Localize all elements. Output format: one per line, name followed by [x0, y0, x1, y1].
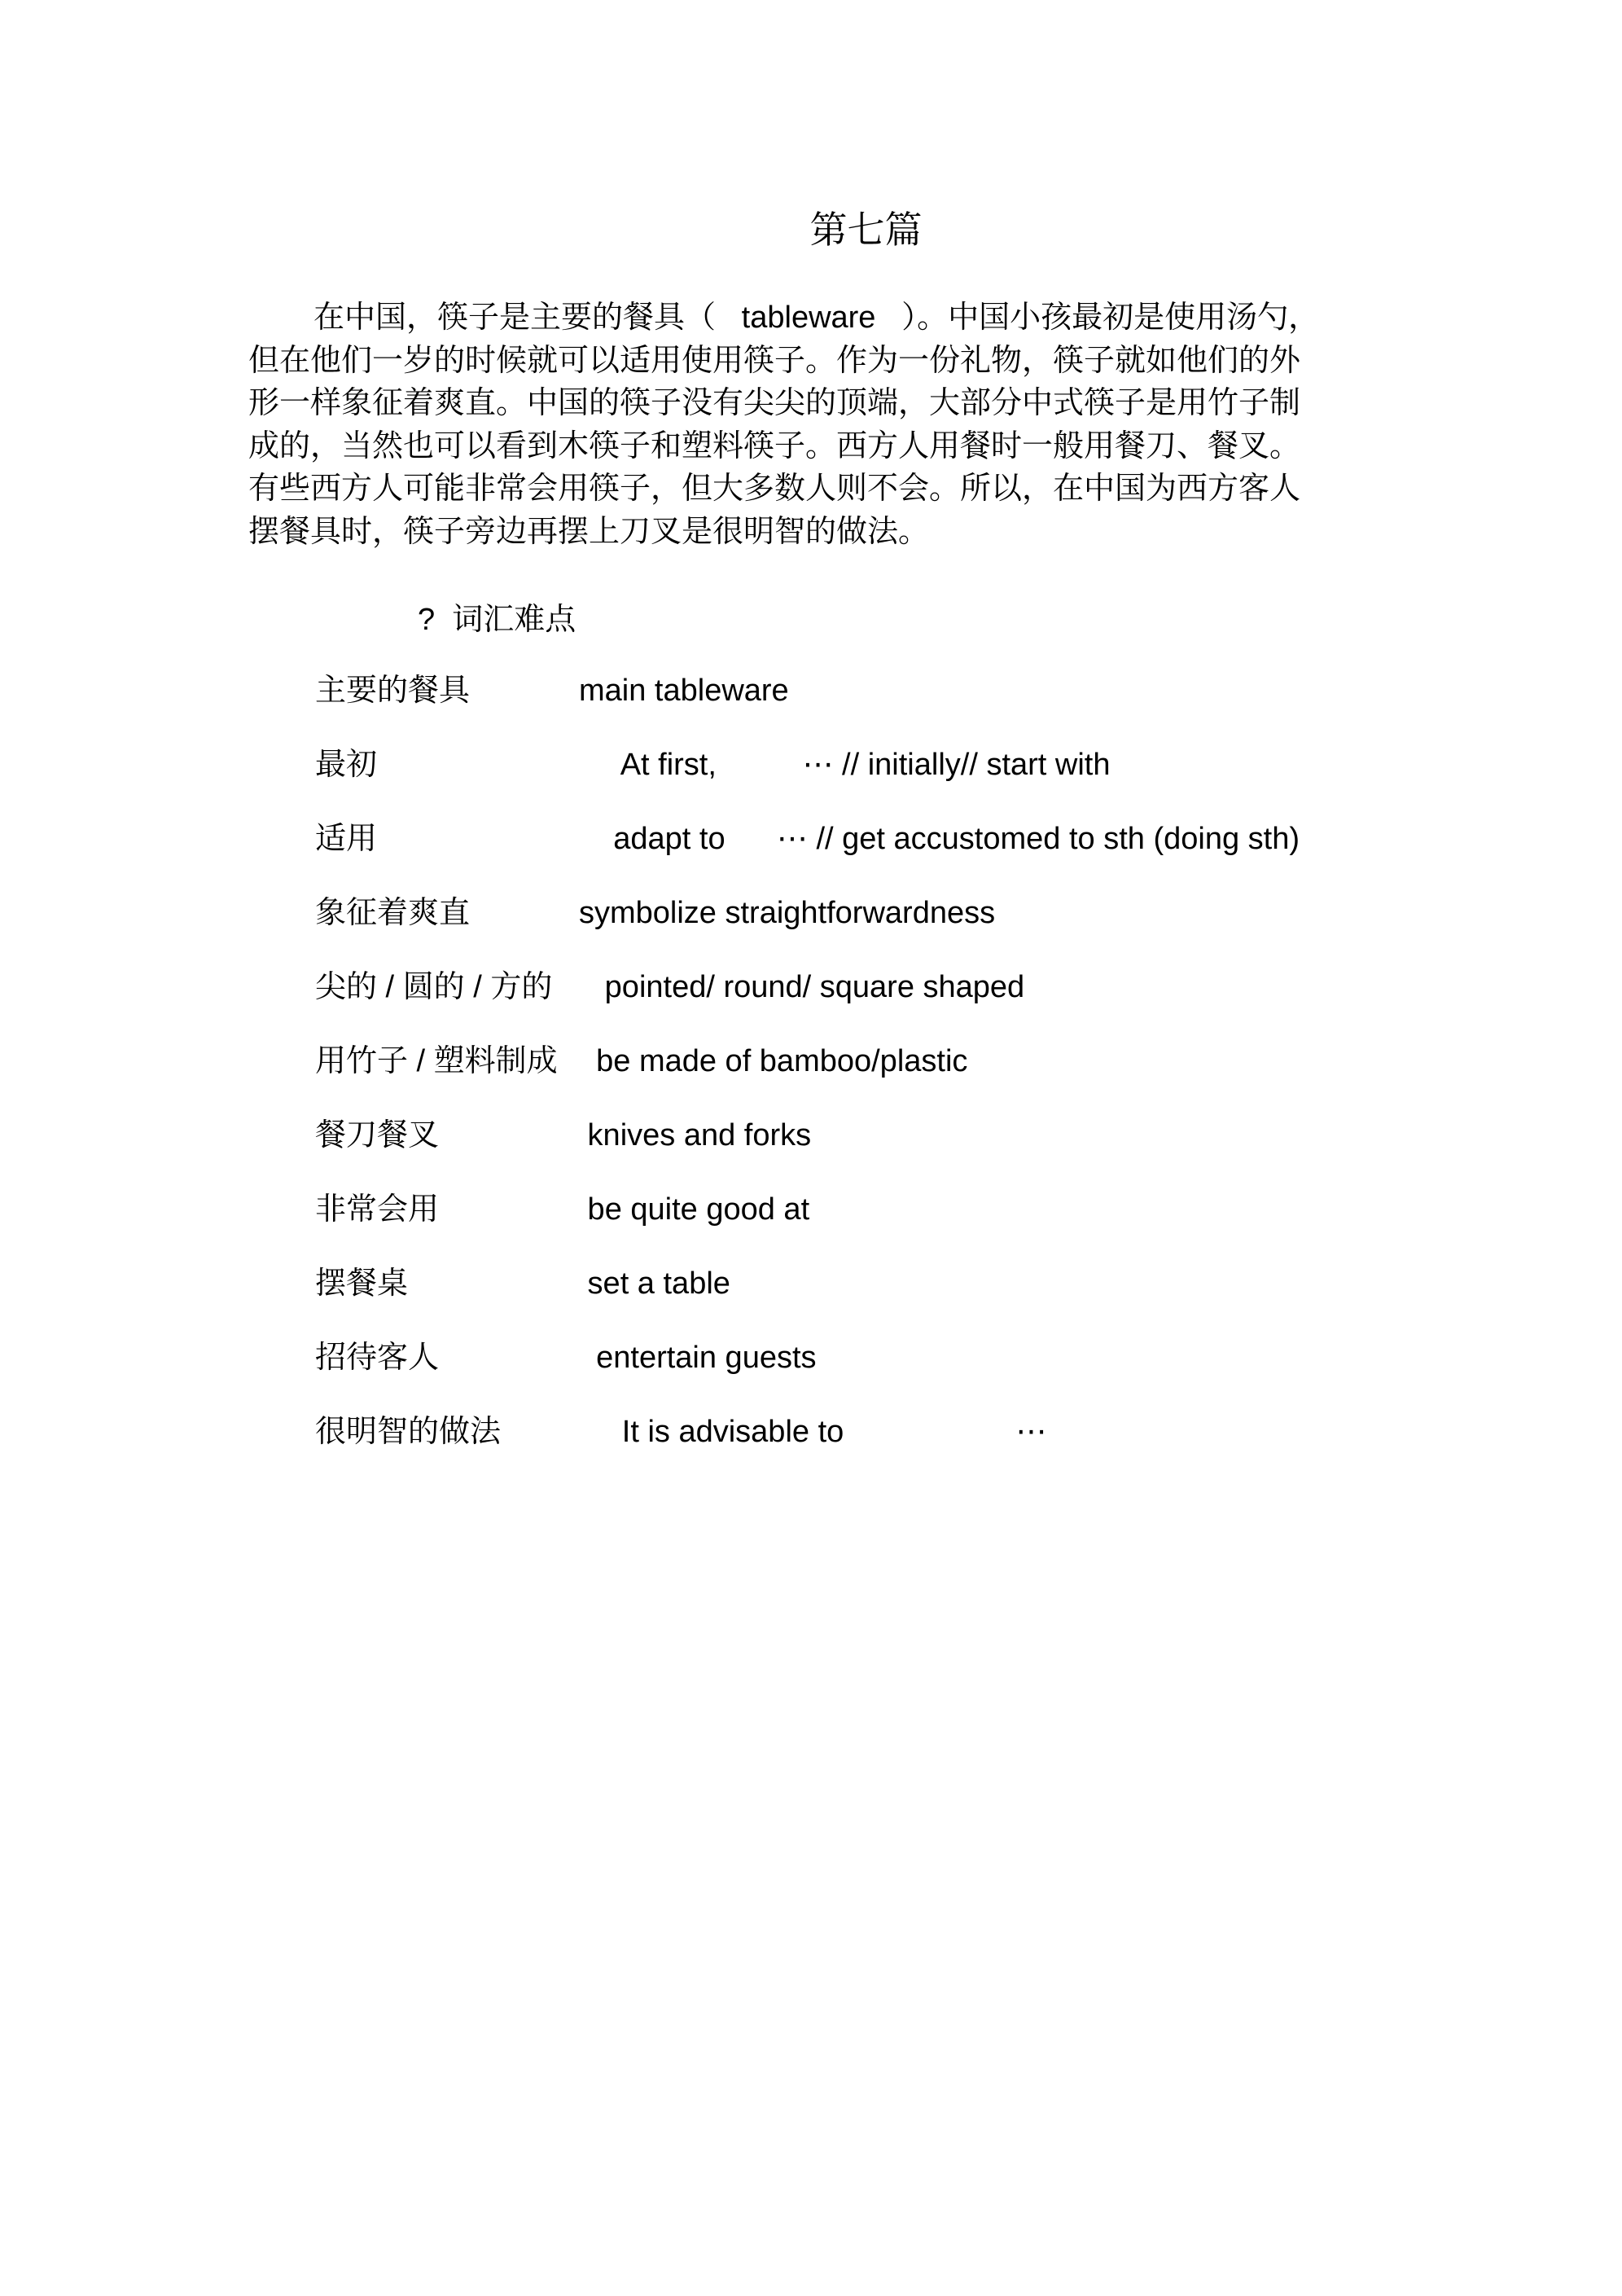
vocab-list — [248, 669, 1378, 1454]
body-paragraph — [248, 296, 1378, 553]
vocab-row — [315, 966, 1378, 1009]
paragraph-line: 摆餐具时，筷子旁边再摆上刀叉是很明智的做法。 — [248, 514, 930, 549]
vocab-row — [315, 1337, 1378, 1380]
vocab-row — [315, 1411, 1378, 1454]
vocab-row — [315, 1040, 1378, 1083]
vocab-term: 尖的 / 圆的 / 方的 — [315, 970, 553, 1004]
vocab-definition: symbolize straightforwardness — [579, 896, 996, 930]
vocab-definition: entertain guests — [579, 1341, 817, 1375]
vocab-definition: be made of bamboo/plastic — [579, 1044, 968, 1078]
vocab-definition: adapt to ⋯ // get accustomed to sth (doing sth) — [579, 822, 1300, 856]
paragraph-line: 但在他们一岁的时候就可以适用使用筷子。作为一份礼物，筷子就如他们的外 — [248, 343, 1301, 378]
paragraph-line: 形一样象征着爽直。中国的筷子没有尖尖的顶端，大部分中式筷子是用竹子制 — [248, 386, 1301, 420]
vocab-definition: It is advisable to ⋯ — [579, 1415, 1047, 1449]
vocab-term: 招待客人 — [315, 1341, 440, 1375]
vocab-definition: be quite good at — [579, 1192, 810, 1227]
vocab-definition: knives and forks — [579, 1118, 812, 1152]
vocab-row — [315, 744, 1378, 787]
vocab-row — [315, 669, 1378, 713]
vocab-term: 摆餐桌 — [315, 1267, 409, 1301]
vocab-row — [315, 1114, 1378, 1157]
vocab-section-heading: ? 词汇难点 — [418, 603, 576, 637]
paragraph-line: 在中国，筷子是主要的餐具（ tableware ）。中国小孩最初是使用汤勺， — [313, 301, 1320, 335]
vocab-term: 餐刀餐叉 — [315, 1118, 440, 1152]
vocab-row — [315, 892, 1378, 935]
vocab-term: 最初 — [315, 748, 378, 782]
vocab-definition: main tableware — [579, 674, 789, 708]
vocab-row — [315, 1262, 1378, 1306]
vocab-definition: At first, ⋯ // initially// start with — [579, 748, 1111, 782]
paragraph-line: 成的，当然也可以看到木筷子和塑料筷子。西方人用餐时一般用餐刀、餐叉。 — [248, 428, 1301, 463]
vocab-row — [315, 818, 1378, 861]
vocab-term: 很明智的做法 — [315, 1415, 502, 1449]
vocab-term: 主要的餐具 — [315, 674, 471, 708]
vocab-term: 用竹子 / 塑料制成 — [315, 1044, 558, 1078]
vocab-term: 非常会用 — [315, 1192, 440, 1227]
vocab-term: 适用 — [315, 822, 378, 856]
vocab-definition: pointed/ round/ square shaped — [579, 970, 1025, 1004]
page-title: 第七篇 — [809, 209, 923, 251]
vocab-term: 象征着爽直 — [315, 896, 471, 930]
vocab-definition: set a table — [579, 1267, 730, 1301]
paragraph-line: 有些西方人可能非常会用筷子，但大多数人则不会。所以，在中国为西方客人 — [248, 472, 1301, 506]
vocab-row — [315, 1188, 1378, 1231]
